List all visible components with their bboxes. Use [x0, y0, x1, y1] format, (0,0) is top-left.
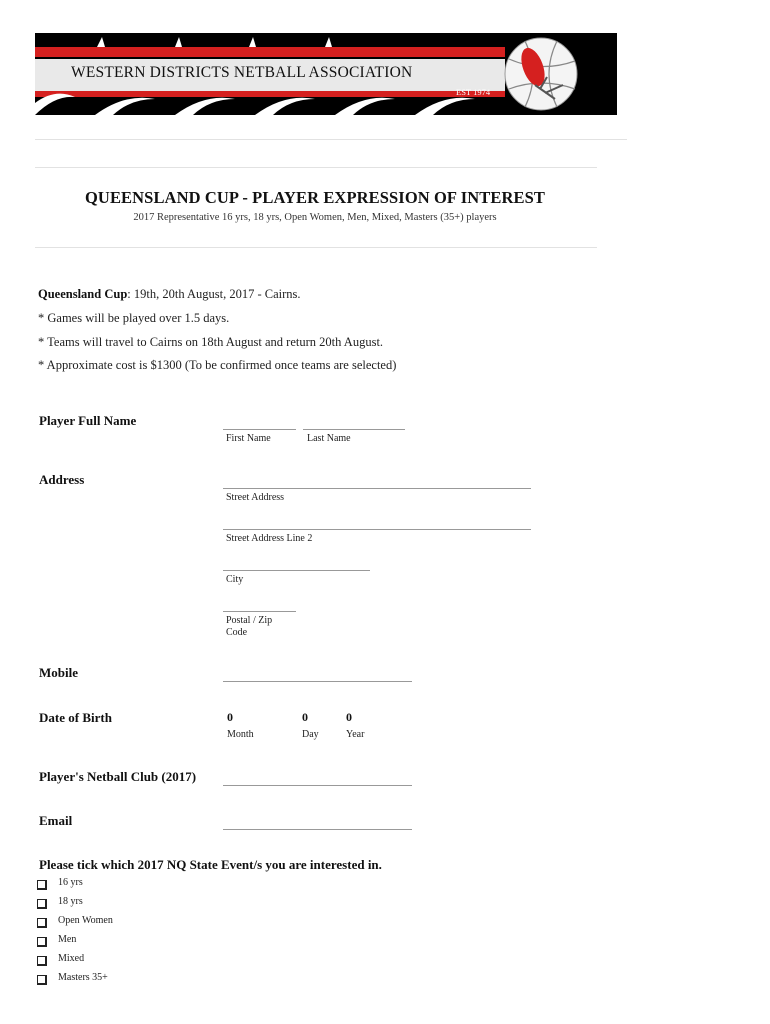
street2-sublabel: Street Address Line 2 — [226, 533, 313, 544]
checkbox-label: Mixed — [58, 953, 85, 964]
netball-logo-icon — [505, 38, 577, 110]
divider — [35, 139, 627, 140]
street2-input[interactable] — [223, 529, 531, 530]
checkbox-men[interactable] — [37, 937, 47, 947]
event-text: : 19th, 20th August, 2017 - Cairns. — [127, 287, 301, 301]
divider — [35, 167, 597, 168]
city-input[interactable] — [223, 570, 370, 571]
checkbox-label: Open Women — [58, 915, 113, 926]
postal-sublabel-2: Code — [226, 627, 248, 638]
dob-month-sublabel: Month — [227, 729, 254, 740]
postal-input[interactable] — [223, 611, 296, 612]
club-label: Player's Netball Club (2017) — [39, 769, 197, 784]
email-input[interactable] — [223, 829, 412, 830]
checkbox-label: 16 yrs — [58, 877, 83, 888]
info-line: * Approximate cost is $1300 (To be confirmed once teams are selected) — [38, 358, 397, 372]
dob-day-sublabel: Day — [302, 729, 319, 740]
full-name-label: Player Full Name — [39, 413, 137, 428]
last-name-input[interactable] — [303, 429, 405, 430]
checkbox-label: 18 yrs — [58, 896, 83, 907]
email-label: Email — [39, 813, 73, 828]
dob-month-input[interactable]: 0 — [227, 710, 233, 724]
events-question: Please tick which 2017 NQ State Event/s you are interested in. — [39, 857, 382, 872]
checkbox-label: Masters 35+ — [58, 972, 108, 983]
checkbox-open-women[interactable] — [37, 918, 47, 928]
street-input[interactable] — [223, 488, 531, 489]
city-sublabel: City — [226, 574, 244, 585]
checkbox-16-yrs[interactable] — [37, 880, 47, 890]
mobile-label: Mobile — [39, 665, 78, 680]
last-name-sublabel: Last Name — [307, 433, 351, 444]
form-subtitle: 2017 Representative 16 yrs, 18 yrs, Open Women, Men, Mixed, Masters (35+) players — [133, 212, 497, 223]
event-label: Queensland Cup — [38, 287, 128, 301]
checkbox-masters[interactable] — [37, 975, 47, 985]
org-name: WESTERN DISTRICTS NETBALL ASSOCIATION — [71, 64, 413, 81]
est-label: EST 1974 — [456, 87, 491, 97]
dob-year-input[interactable]: 0 — [346, 710, 352, 724]
checkbox-label: Men — [58, 934, 77, 945]
checkbox-mixed[interactable] — [37, 956, 47, 966]
form-title: QUEENSLAND CUP - PLAYER EXPRESSION OF INTEREST — [85, 188, 545, 207]
dob-year-sublabel: Year — [346, 729, 365, 740]
info-line: * Games will be played over 1.5 days. — [38, 311, 230, 325]
street-sublabel: Street Address — [226, 492, 285, 503]
info-line: * Teams will travel to Cairns on 18th August and return 20th August. — [38, 335, 384, 349]
postal-sublabel: Postal / Zip — [226, 615, 273, 626]
address-label: Address — [39, 472, 85, 487]
dob-label: Date of Birth — [39, 710, 112, 725]
first-name-sublabel: First Name — [226, 433, 271, 444]
mobile-input[interactable] — [223, 681, 412, 682]
event-info — [38, 287, 301, 302]
divider — [35, 247, 597, 248]
header-banner — [35, 33, 617, 115]
dob-day-input[interactable]: 0 — [302, 710, 308, 724]
checkbox-18-yrs[interactable] — [37, 899, 47, 909]
first-name-input[interactable] — [223, 429, 296, 430]
club-input[interactable] — [223, 785, 412, 786]
